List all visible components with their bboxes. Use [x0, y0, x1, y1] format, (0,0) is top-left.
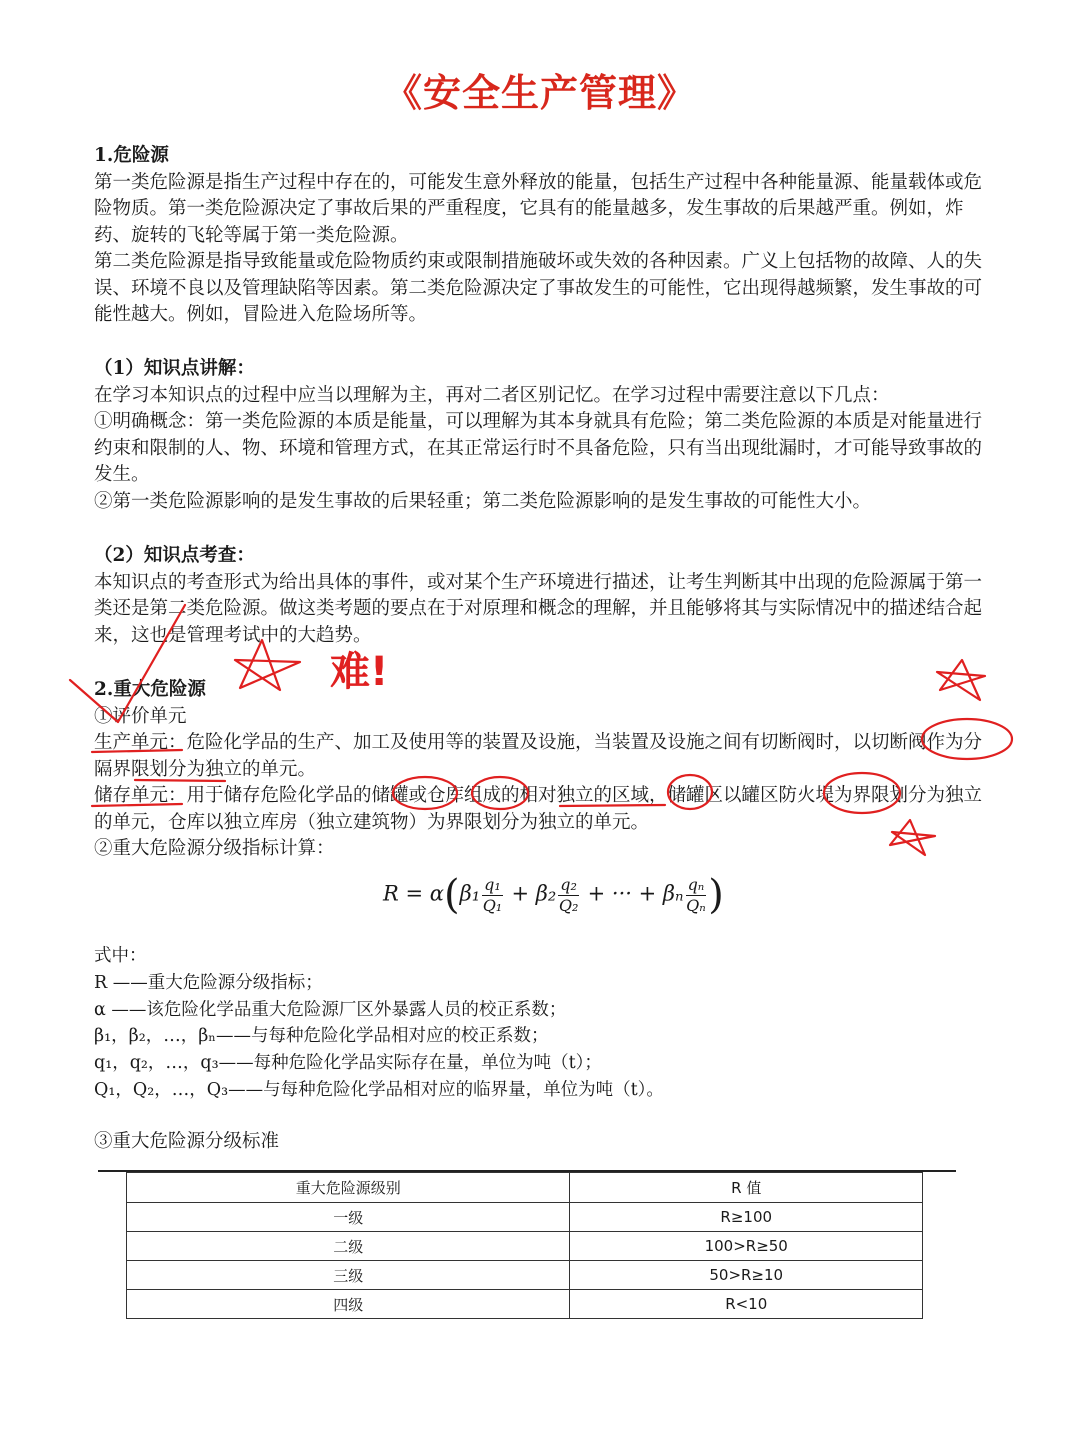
grading-standard-heading — [94, 1129, 994, 1156]
subsection-explanation — [94, 356, 994, 515]
table-header: R 值 — [570, 1173, 923, 1203]
formula-term: Q₁ — [482, 895, 503, 915]
definition-intro: 式中： — [94, 946, 147, 966]
formula-term: β₂ — [535, 881, 557, 906]
formula-term: β₁ — [459, 881, 481, 906]
section-hazard-sources — [94, 143, 994, 329]
table-cell: 50>R≥10 — [570, 1261, 923, 1290]
formula-term: Qₙ — [686, 895, 706, 915]
paragraph-type2: 第二类危险源是指导致能量或危险物质约束或限制措施破坏或失效的各种因素。广义上包括物的故障、人的失误、环境不良以及管理缺陷等因素。第二类危险源决定了事故发生的可能性，它出现得越频繁，发生事故的可能性越大。例如，冒险进入危险场所等。 — [94, 251, 983, 325]
section-major-hazards — [94, 677, 994, 863]
formula-term: βₙ — [662, 881, 684, 906]
table-cell: 100>R≥50 — [570, 1232, 923, 1261]
list-item: ①评价单元 — [94, 705, 187, 727]
table-header: 重大危险源级别 — [127, 1173, 570, 1203]
table-row — [127, 1261, 923, 1290]
section-heading: 1.危险源 — [94, 145, 169, 166]
list-item: ②重大危险源分级指标计算： — [94, 838, 335, 859]
subsection-heading: （1）知识点讲解： — [94, 358, 255, 379]
section-heading: 2.重大危险源 — [94, 679, 206, 700]
storage-unit: 储存单元：用于储存危险化学品的储罐或仓库组成的相对独立的区域，储罐区以罐区防火堤为界限划分为独立的单元，仓库以独立库房（独立建筑物）为界限划分为独立的单元。 — [94, 785, 983, 833]
paragraph: ①明确概念：第一类危险源的本质是能量，可以理解为其本身就具有危险；第二类危险源的本质是对能量进行约束和限制的人、物、环境和管理方式，在其正常运行时不具备危险，只有当出现纰漏时，才可能导致事故的发生。 — [94, 411, 983, 485]
formula-term: qₙ — [687, 874, 705, 894]
table-header-row — [127, 1173, 923, 1203]
formula-term: + ··· + — [587, 881, 657, 906]
list-item: ③重大危险源分级标准 — [94, 1131, 280, 1152]
table-cell: 三级 — [127, 1261, 570, 1290]
table-row — [127, 1203, 923, 1232]
handwritten-hard-note: 难! — [330, 649, 389, 695]
table-cell: 一级 — [127, 1203, 570, 1232]
formula-term: q₁ — [484, 874, 501, 894]
table-cell: 四级 — [127, 1290, 570, 1319]
definition-line: R ——重大危险源分级指标； — [94, 972, 323, 993]
subsection-exam — [94, 543, 994, 649]
table-row — [127, 1232, 923, 1261]
table-cell: 二级 — [127, 1232, 570, 1261]
definition-line: q₁，q₂，…，q₃——每种危险化学品实际存在量，单位为吨（t）； — [94, 1053, 602, 1074]
formula-term: Q₂ — [558, 895, 579, 915]
definition-line: α ——该危险化学品重大危险源厂区外暴露人员的校正系数； — [94, 999, 567, 1020]
paragraph: ②第一类危险源影响的是发生事故的后果轻重；第二类危险源影响的是发生事故的可能性大小。 — [94, 490, 872, 512]
subsection-heading: （2）知识点考查： — [94, 545, 255, 566]
paragraph: 本知识点的考查形式为给出具体的事件，或对某个生产环境进行描述，让考生判断其中出现的危险源属于第一类还是第二类危险源。做这类考题的要点在于对原理和概念的理解，并且能够将其与实际情况中的描述结合起来，这也是管理考试中的大趋势。 — [94, 571, 983, 646]
production-unit: 生产单元：危险化学品的生产、加工及使用等的装置及设施，当装置及设施之间有切断阀时，以切断阀作为分隔界限划分为独立的单元。 — [94, 732, 983, 780]
table-cell: R<10 — [570, 1290, 923, 1319]
formula-term: q₂ — [560, 874, 577, 894]
definition-line: β₁，β₂，…，βₙ——与每种危险化学品相对应的校正系数； — [94, 1026, 549, 1047]
formula-lhs: R = α — [383, 881, 444, 906]
definition-line: Q₁，Q₂，…，Q₃——与每种危险化学品相对应的临界量，单位为吨（t）。 — [94, 1079, 664, 1100]
formula: R = α(β₁ $\frac{\text{q₁}}{\text{Q₁}}$ + β₂ $\frac{\text{q₂}}{\text{Q₂}}$ + ··· + βₙ $\frac{\text{qₙ}}{\text{Qₙ}}$ ) — [383, 872, 724, 918]
paragraph: 在学习本知识点的过程中应当以理解为主，再对二者区别记忆。在学习过程中需要注意以下几点： — [94, 384, 890, 406]
formula-definitions — [94, 943, 994, 1104]
grading-table — [126, 1172, 923, 1319]
table-cell: R≥100 — [570, 1203, 923, 1232]
page-title: 《安全生产管理》 — [383, 70, 696, 115]
table-row — [127, 1290, 923, 1319]
paragraph-type1: 第一类危险源是指生产过程中存在的，可能发生意外释放的能量，包括生产过程中各种能量源、能量载体或危险物质。第一类危险源决定了事故后果的严重程度，它具有的能量越多，发生事故的后果越严重。例如，炸药、旋转的飞轮等属于第一类危险源。 — [94, 171, 983, 246]
